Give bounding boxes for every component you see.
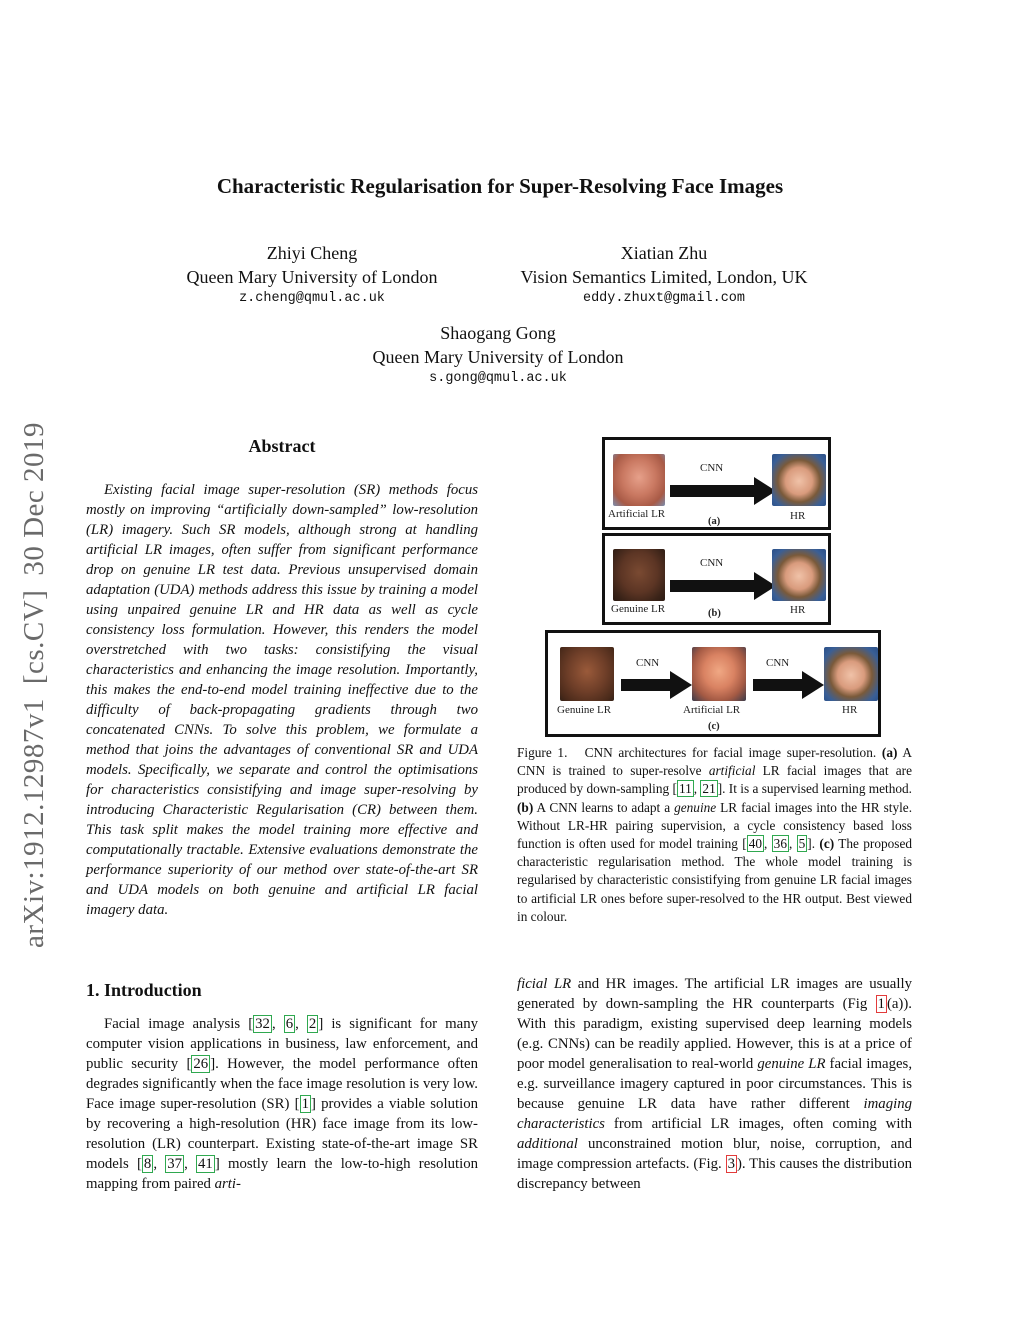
citation-link[interactable]: 1 [301, 1096, 309, 1112]
body-text: unconstrained motion blur, noise, corruption, and image compression artefacts. (Fig. [517, 1136, 912, 1172]
author-email[interactable]: eddy.zhuxt@gmail.com [582, 291, 746, 306]
panel-c-tag: (c) [708, 721, 720, 732]
author-affiliation: Vision Semantics Limited, London, UK [520, 267, 808, 287]
citation-link[interactable]: 6 [285, 1016, 294, 1032]
author-block-3 [350, 321, 646, 386]
arrow-shaft [670, 580, 755, 592]
panel-c-mid-label: Artificial LR [683, 704, 741, 716]
intro-paragraph-left: Facial image analysis [ 32 , 6 , 2 ] is significant for many computer vision applications in business, law enforcement, and public security [ 26 ]. However, the model performance often degrades significantly when the face image resolution is very low. Face image super-resolution (SR) [ 1 ] provides a viable solution by recovering a high-resolution (HR) face image from its low-resolution (LR) counterpart. Existing state-of-the-art image SR models [ 8 , 37 , 41 ] mostly learn the low-to-high resolution mapping from paired arti- [86, 1016, 479, 1192]
citation-link[interactable]: 32 [255, 1016, 270, 1032]
figure-ref-link[interactable]: 1 [877, 996, 885, 1012]
caption-panel-a: (a) [881, 745, 898, 760]
caption-lead: Figure 1. [517, 745, 568, 760]
body-text: ] mostly learn the low-to-high resolution mapping from paired [86, 1156, 478, 1192]
panel-c-cnn1-label: CNN [636, 657, 660, 669]
hr-face-image [772, 549, 826, 601]
body-text: ). This causes the distribution discrepancy between [517, 1156, 912, 1192]
body-text: (a)). With this paradigm, existing supervised deep learning models (e.g. CNNs) can be readily applied. However, this is at a price of poor model generalisation to real-world [517, 996, 912, 1072]
panel-c-cnn2-label: CNN [766, 657, 790, 669]
body-emphasis: genuine LR [757, 1056, 826, 1072]
author-name: Shaogang Gong [440, 323, 556, 343]
arrow-right-icon [670, 671, 692, 699]
abstract-text: Existing facial image super-resolution (SR) methods focus mostly on improving “artificially down-sampled” low-resolution (LR) imagery. Such SR models, although strong at handling artificial LR images, often suffer from significant performance drop on genuine LR test data. Previous unsupervised domain adaptation (UDA) methods address this issue by training a model using unpaired genuine LR and HR data as well as cycle consistency loss formulation. However, this renders the model overstretched with two tasks: consistifying the visual characteristics and enhancing the image resolution. Importantly, this makes the end-to-end model training ineffective due to the difficulty of back-propagating gradients through two concatenated CNNs. To solve this problem, we formulate a method that joins the advantages of conventional SR and UDA models. Specifically, we separate and control the optimisations for characteristics consistifying and image super-resolving by introducing Characteristic Regularisation (CR) between them. This task split makes the model training more effective and computationally tractable. Extensive evaluations demonstrate the performance superiority of our method over state-of-the-art SR and UDA models on both genuine and artificial LR facial imagery data. [86, 482, 478, 918]
author-block-2 [498, 241, 830, 306]
arrow-right-icon [802, 671, 824, 699]
caption-text: ]. [807, 836, 816, 852]
body-emphasis: imaging characteristics [517, 1096, 913, 1132]
body-text: ] provides a viable solution by recovering a high-resolution (HR) face image from its low-resolution (LR) counterpart. Existing state-of-the-art image SR models [ [86, 1096, 478, 1172]
citation-link[interactable]: 26 [193, 1056, 209, 1072]
caption-panel-c: (c) [819, 836, 835, 852]
caption-text: ]. It is a supervised learning method. [717, 781, 913, 797]
caption-emphasis: genuine [674, 799, 717, 815]
body-text: ] is significant for many computer vision applications in business, law enforcement, and public security [ [86, 1016, 478, 1072]
section-heading-introduction: 1. Introduction [86, 980, 202, 1000]
arrow-shaft [670, 485, 755, 497]
panel-b-cnn-label: CNN [700, 557, 724, 569]
citation-link[interactable]: 5 [798, 836, 806, 852]
panel-b-input-label: Genuine LR [611, 603, 666, 615]
caption-panel-b: (b) [517, 799, 534, 815]
abstract-heading: Abstract [248, 436, 316, 456]
panel-a-input-label: Artificial LR [608, 508, 666, 520]
body-emphasis: additional [517, 1136, 578, 1152]
genuine-lr-face-image [560, 647, 614, 701]
arxiv-stamp [18, 408, 51, 948]
panel-c-output-label: HR [842, 704, 858, 716]
arrow-shaft [621, 679, 671, 691]
panel-c-input-label: Genuine LR [557, 704, 612, 716]
citation-link[interactable]: 21 [702, 781, 716, 797]
body-text: ]. However, the model performance often degrades significantly when the face image resolution is very low. Face image super-resolution (SR) [ [86, 1056, 479, 1112]
citation-link[interactable]: 41 [198, 1156, 213, 1172]
caption-text: CNN architectures for facial image super-resolution. [584, 745, 877, 760]
citation-link[interactable]: 8 [143, 1156, 152, 1172]
figure-panel-b [602, 533, 831, 625]
caption-text: A CNN learns to adapt a [536, 799, 671, 815]
citation-link[interactable]: 11 [678, 781, 692, 797]
body-text: and HR images. The artificial LR images are usually generated by down-sampling the HR counterparts (Fig [517, 976, 912, 1012]
body-text: from artificial LR images, often coming with [613, 1116, 912, 1132]
figure-caption: Figure 1. CNN architectures for facial image super-resolution. (a) A CNN is trained to super-resolve artificial LR facial images that are produced by down-sampling [ 11 , 21 ]. It is a supervised learning method. (b) A CNN learns to adapt a genuine LR facial images into the HR style. Without LR-HR pairing supervision, a cycle consistency based loss function is often used for model training [ 40 , 36 , 5 ]. (c) The proposed characteristic regularisation method. The whole model training is regularised by characteristic consistifying from genuine LR facial images to artificial LR ones before super-resolved to the HR output. Best viewed in colour. [517, 745, 913, 924]
citation-link[interactable]: 2 [308, 1016, 317, 1032]
hr-face-image [824, 647, 878, 701]
body-emphasis: ficial LR [517, 976, 572, 992]
caption-text: A CNN is trained to super-resolve [517, 745, 913, 779]
panel-b-tag: (b) [708, 608, 721, 619]
panel-a-cnn-label: CNN [700, 462, 724, 474]
arxiv-date: 30 Dec 2019 [18, 421, 50, 576]
panel-b-output-label: HR [790, 604, 806, 616]
author-name: Xiatian Zhu [620, 243, 708, 263]
caption-emphasis: artificial [708, 763, 756, 779]
body-text: facial images, e.g. surveillance imagery captured in poor circumstances. This is because genuine LR data have rather different [517, 1056, 913, 1112]
hr-face-image [772, 454, 826, 506]
author-email[interactable]: z.cheng@qmul.ac.uk [239, 291, 385, 306]
intro-paragraph-right [517, 974, 912, 1194]
artificial-lr-face-image [692, 647, 746, 701]
figure-ref-link[interactable]: 3 [727, 1156, 735, 1172]
caption-text: The proposed characteristic regularisation method. The whole model training is regularised by characteristic consistifying from genuine LR facial images to artificial LR ones before super-resolved to the HR output. Best viewed in colour. [517, 836, 912, 924]
genuine-lr-face-image [613, 549, 665, 601]
author-name: Zhiyi Cheng [266, 243, 358, 263]
arxiv-category: [cs.CV] [18, 589, 50, 685]
author-affiliation: Queen Mary University of London [186, 267, 438, 287]
figure-panel-c [545, 630, 881, 737]
caption-text: LR facial images into the HR style. Without LR-HR pairing supervision, a cycle consistency based loss function is often used for model training [ [517, 799, 913, 852]
citation-link[interactable]: 36 [773, 836, 787, 852]
arrow-shaft [753, 679, 803, 691]
panel-a-tag: (a) [708, 516, 721, 527]
author-affiliation: Queen Mary University of London [372, 347, 624, 367]
body-emphasis: arti- [214, 1176, 241, 1192]
caption-text: LR facial images that are produced by down-sampling [ [517, 763, 913, 797]
citation-link[interactable]: 37 [167, 1156, 183, 1172]
arxiv-id: arXiv:1912.12987v1 [18, 698, 50, 948]
body-text: Facial image analysis [ [104, 1016, 254, 1032]
paper-title: Characteristic Regularisation for Super-Resolving Face Images [216, 174, 784, 198]
artificial-lr-face-image [613, 454, 665, 506]
author-block-1 [171, 241, 453, 306]
citation-link[interactable]: 40 [748, 836, 763, 852]
author-email[interactable]: s.gong@qmul.ac.uk [429, 371, 567, 386]
figure-panel-a [602, 437, 831, 530]
panel-a-output-label: HR [790, 510, 806, 522]
